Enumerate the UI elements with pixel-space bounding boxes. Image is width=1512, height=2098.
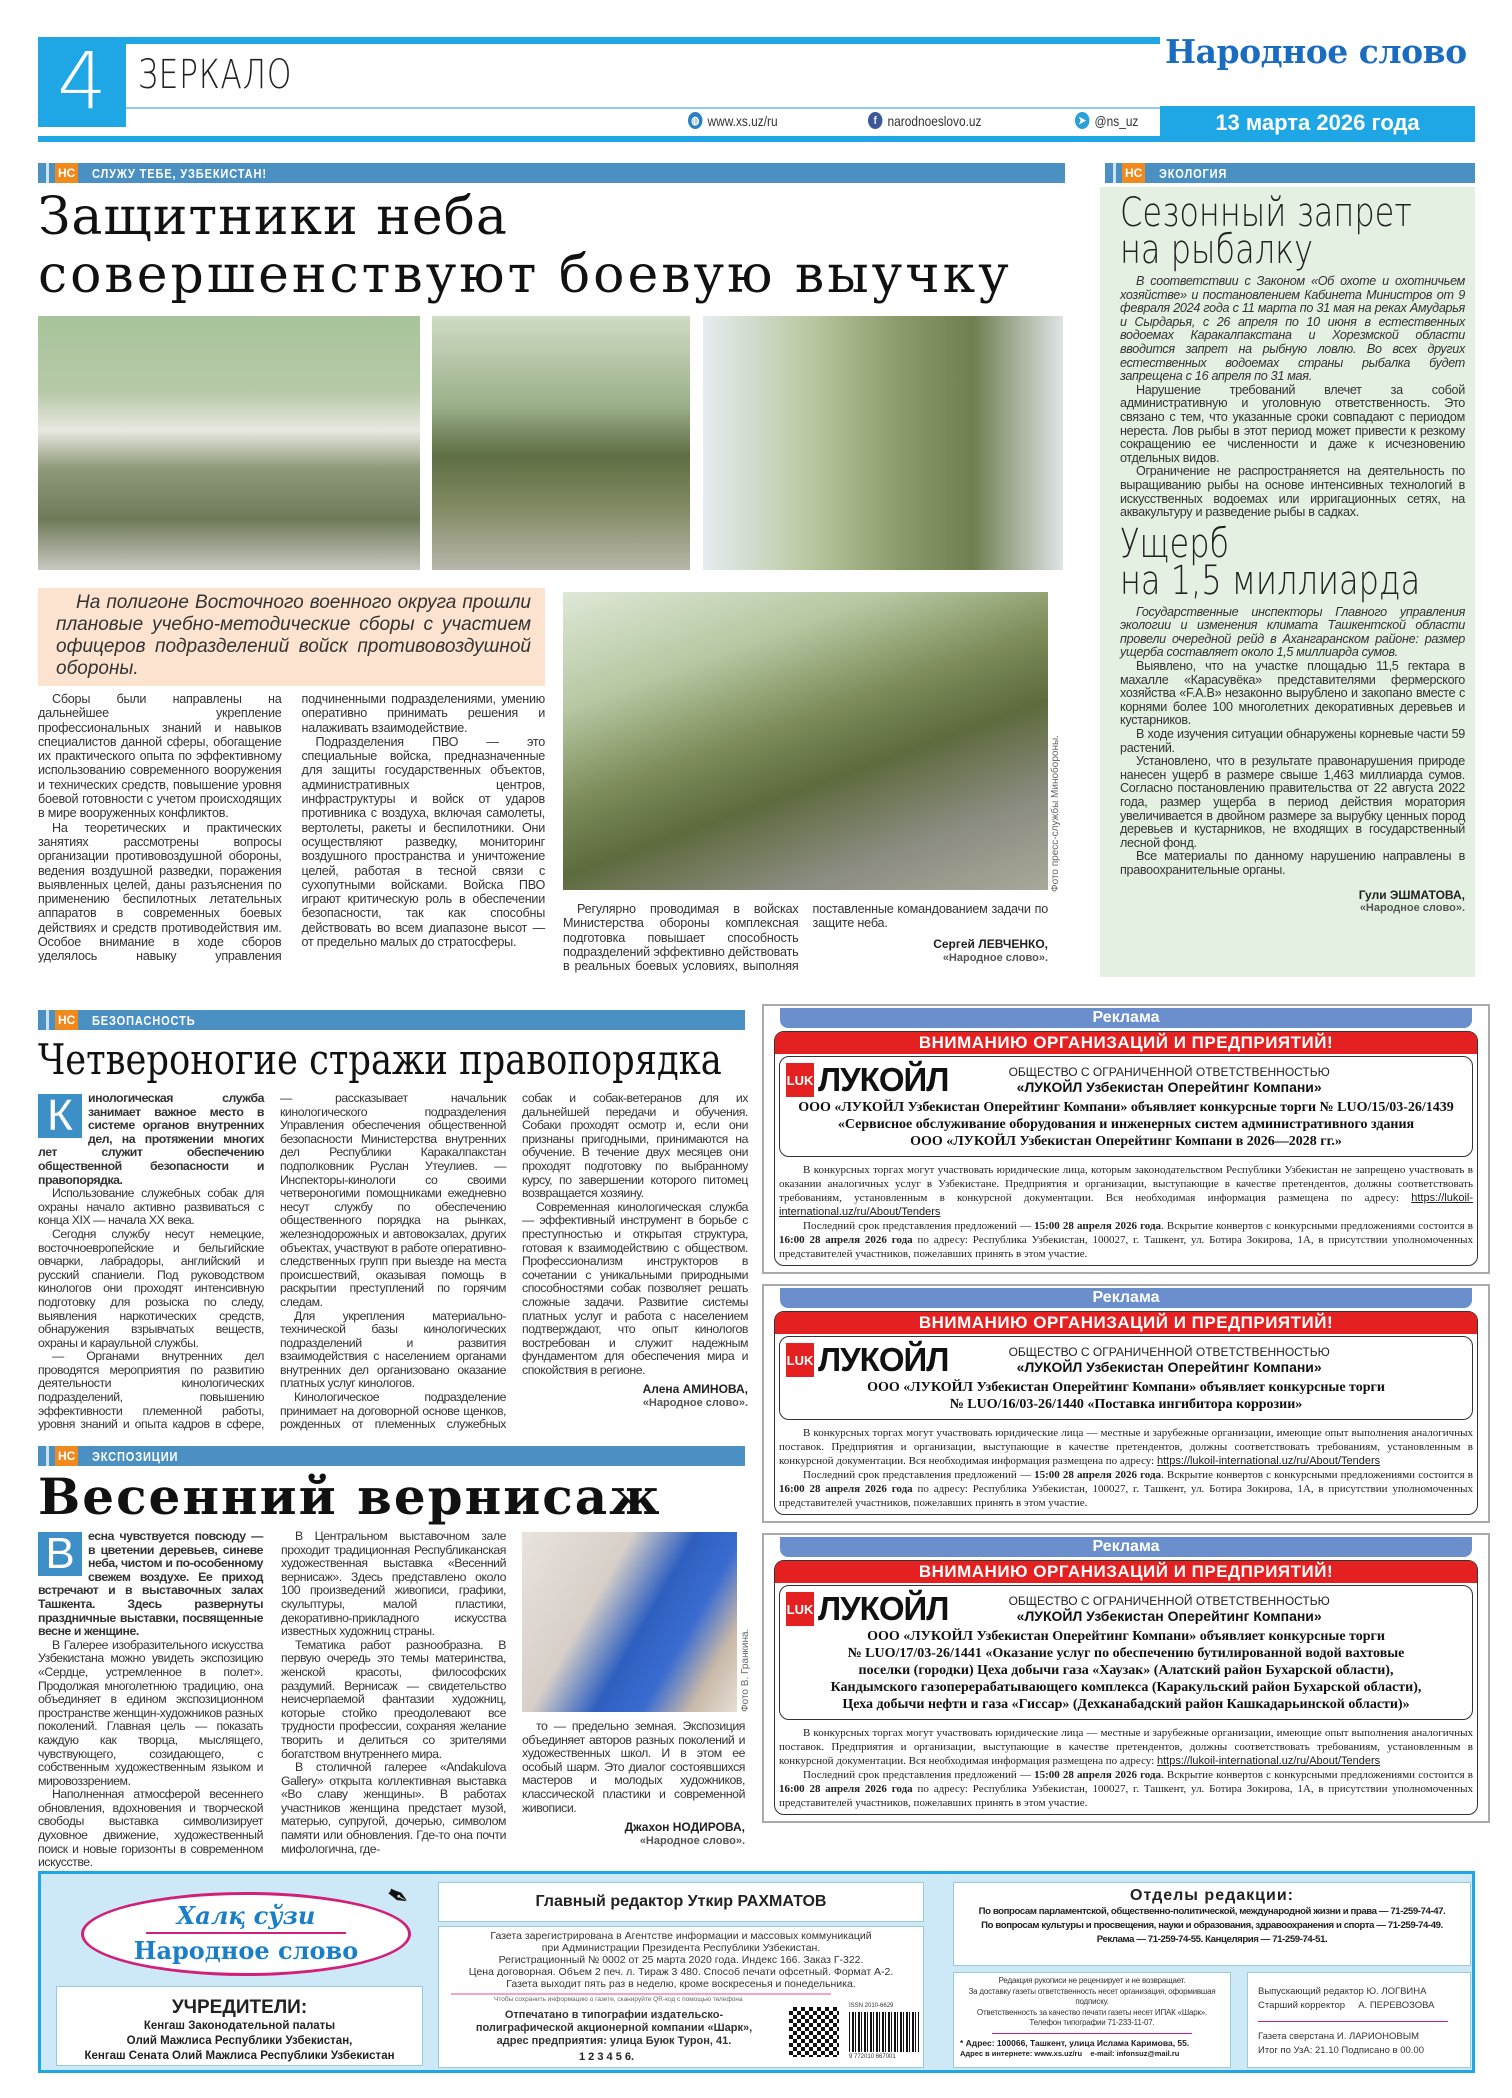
expo-headline: Весенний вернисаж — [38, 1467, 662, 1526]
divider — [1258, 2021, 1448, 2022]
brand-name: ЛУКОЙЛ — [818, 1061, 949, 1098]
photo-soldier-launcher — [432, 316, 690, 570]
qr-note: Чтобы сохранить информацию о газете, сканируйте QR-код с помощью телефона — [494, 1996, 743, 2003]
text: Последний срок представления предложений — — [803, 1469, 1035, 1481]
tender-title-line: Цеха добычи нефти и газа «Гиссар» (Дехканабадский район Кашкадарьинской области)» — [842, 1697, 1410, 1712]
founders-box — [56, 1986, 423, 2066]
text: по адресу: Республика Узбекистан, 100027, г. Ташкент, ул. Ботира Зокирова, 1А, в присутствии уполномоченных представителей участников, пожелавших принять в этом участие. — [779, 1234, 1473, 1260]
tenders-link[interactable]: https://lukoil-international.uz/ru/About/Tenders — [1156, 1455, 1381, 1467]
brand-name: ЛУКОЙЛ — [818, 1590, 949, 1627]
photo-credit: Фото В. Гранкина. — [740, 1628, 751, 1712]
text: по адресу: Республика Узбекистан, 100027, г. Ташкент, ул. Ботира Зокирова, 1А, в присутствии уполномоченных представителей участников, пожелавших принять в этом участие. — [779, 1783, 1473, 1809]
text: В конкурсных торгах могут участвовать юридические лица, которым законодательством Республики Узбекистан не запрещено участвовать в оказании аналогичных услуг в Узбекистане. Предприятия и организации, выступающие в качестве претендентов, должны соответствовать требованиям, установленным в конкурсной документации. Вся необходимая информация размещена по адресу: — [779, 1164, 1473, 1204]
text: В конкурсных торгах могут участвовать юридические лица — местные и зарубежные организации, имеющие опыт выполнения аналогичных поставок. Предприятия и организации, выступающие в качестве претендентов, должны соответствовать требованиям, установленным в конкурсной документации. Вся необходимая информация размещена по адресу: — [779, 1727, 1473, 1767]
section-label: СЛУЖУ ТЕБЕ, УЗБЕКИСТАН! — [92, 165, 268, 181]
ad-deadline — [775, 1768, 1477, 1810]
lukoil-tender-ad — [762, 1004, 1490, 1274]
text-line: Отпечатано в типографии издательско- — [504, 2009, 724, 2021]
ad-deadline — [775, 1468, 1477, 1510]
logo-ru: Народное слово — [133, 1936, 359, 1965]
founders-title: УЧРЕДИТЕЛИ: — [171, 1997, 308, 2018]
qr-code[interactable] — [789, 2007, 839, 2057]
text-line: По вопросам культуры и просвещения, науки и образования, здравоохранения и спорта — 71-259-74-49. — [981, 1920, 1443, 1931]
tender-title-line: поселки (городки) Цеха добычи газа «Хаузак» (Алатский район Бухарской области), — [858, 1663, 1394, 1678]
fishing-ban-headline: на рыбалку — [1120, 227, 1314, 273]
section-bar-army — [38, 163, 1065, 183]
ad-label: Реклама — [780, 1537, 1472, 1557]
paragraph: В Центральном выставочном зале проходит традиционная Республиканская художественная выставка «Весенний вернисаж». Здесь представлено около 100 произведений живописи, графики, скульптуры, малой пластики, декоративно-прикладного искусства известных художниц страны. — [281, 1529, 506, 1639]
registration-box — [438, 1926, 924, 2068]
text-line: Цена договорная. Объем 2 печ. л. Тираж 3 480. Способ печати офсетный. Формат А-2. — [468, 1966, 894, 1978]
staff-box — [1247, 1972, 1471, 2068]
text: Последний срок представления предложений — — [803, 1769, 1035, 1781]
website-link[interactable] — [688, 112, 778, 129]
issue-date: 13 марта 2026 года — [1160, 106, 1475, 139]
damage-body — [1120, 660, 1465, 878]
deadline: 15:00 28 апреля 2026 года — [1034, 1769, 1162, 1781]
label: Выпускающий редактор — [1258, 1986, 1364, 1997]
ad-eligibility — [775, 1426, 1477, 1468]
paragraph: Регулярно проводимая в войсках Министерства обороны комплексная подготовка повышает способность подразделений эффективно действовать в реальных боевых условиях, выполняя поставленные командованием задачи по защите неба. — [563, 902, 1048, 974]
security-headline: Четвероногие стражи правопорядка — [38, 1035, 722, 1084]
publication: «Народное слово». — [942, 951, 1048, 964]
author: Джахон НОДИРОВА, — [624, 1820, 745, 1835]
lukoil-tender-ad — [762, 1284, 1490, 1523]
expo-tail — [522, 1720, 745, 1815]
lukoil-mark-icon: LUK — [786, 1063, 814, 1097]
paragraph: Подразделения ПВО — это специальные войска, предназначенные для защиты государственных объектов, административных центров, инфраструктуры и войск от ударов противника с воздуха, включая самолеты, вертолеты, ракеты и беспилотники. Они осуществляют разведку, мониторинг воздушного пространства и уничтожение целей, работая в тесной связи с сухопутными войсками. Войска ПВО играют критическую роль в обеспечении безопасности, так как способны действовать во всем диапазоне высот — от предельно малых до стратосферы. — [301, 734, 545, 950]
lead-text: есна чувствуется повсюду — в цветении деревьев, синеве неба, чистом и по-особенному свежем воздухе. Ее приход встречают и в выставочных залах Ташкента. Здесь развернуты праздничные выставки, посвященные весне и женщине. — [38, 1529, 263, 1639]
tender-title-line: «Сервисное обслуживание оборудования и инженерных систем административного здания — [837, 1117, 1415, 1132]
founders-list — [57, 2019, 422, 2064]
army-body — [38, 692, 545, 964]
text-line: Газета выходит пять раз в неделю, кроме воскресенья и понедельника. — [506, 1978, 856, 1990]
lukoil-logo — [786, 1590, 948, 1628]
headline-line: совершенствуют боевую выучку — [38, 245, 1012, 305]
text-line: адрес предприятия: улица Буюк Турон, 41. — [496, 2035, 732, 2047]
barcode-number: 9 772010 667001 — [849, 2054, 896, 2060]
ad-frame — [774, 1560, 1478, 1815]
divider — [992, 2033, 1192, 2034]
lukoil-logo — [786, 1061, 948, 1099]
page-number: 4 — [38, 37, 126, 127]
deadline: 16:00 28 апреля 2026 года — [779, 1783, 913, 1795]
facebook-text: narodnoeslovo.uz — [887, 112, 982, 129]
section-bar-security — [38, 1010, 745, 1030]
tenders-link[interactable]: https://lukoil-international.uz/ru/About/Tenders — [1156, 1755, 1381, 1767]
ns-badge: НС — [55, 1446, 78, 1466]
paragraph: Сборы были направлены на дальнейшее укрепление профессиональных знаний и навыков специалистов данной сферы, обогащение их практического опыта по эффективному использованию современного вооружения и технических средств, повышение уровня боевой готовности с учетом происходящих в мире вооруженных конфликтов. — [38, 692, 282, 821]
publication: «Народное слово». — [639, 1834, 745, 1847]
deadline: 16:00 28 апреля 2026 года — [779, 1483, 913, 1495]
text-line: Регистрационный № 0002 от 25 марта 2020 года. Индекс 166. Заказ Г-322. — [498, 1954, 864, 1966]
paragraph: Нарушение требований влечет за собой административную и уголовную ответственность. Это связано с тем, что указанные сроки совпадают с периодом нереста. Лов рыбы в этот период может привести к резкому сокращению ее численности и даже к исчезновению отдельных видов. — [1120, 382, 1465, 465]
facebook-icon: f — [868, 112, 882, 129]
org-type: ОБЩЕСТВО С ОГРАНИЧЕННОЙ ОТВЕТСТВЕННОСТЬЮ — [1008, 1345, 1330, 1359]
editorial-notes — [954, 1976, 1230, 2029]
tender-title-line: Кандымского газоперерабатывающего комплекса (Каракульский район Бухарской области), — [830, 1680, 1422, 1695]
page-rubric: ЗЕРКАЛО — [138, 52, 293, 98]
label: Старший корректор — [1258, 2000, 1346, 2011]
lead-text: инологическая служба занимает важное место в системе органов внутренних дел, на протяжении многих лет служит обеспечению общественной безопасности и правопорядка. — [38, 1091, 264, 1187]
text-line: Кенгаш Сената Олий Мажлиса Республики Узбекистан — [84, 2050, 395, 2062]
org-name: «ЛУКОЙЛ Узбекистан Оперейтинг Компани» — [1016, 1608, 1322, 1624]
text-line: Кенгаш Законодательной палаты — [143, 2020, 336, 2032]
author: Гули ЭШМАТОВА, — [1358, 887, 1465, 902]
photo-soldier-rangefinder — [563, 592, 1048, 890]
tender-title-line: ООО «ЛУКОЙЛ Узбекистан Оперейтинг Компани» объявляет конкурсные торги — [867, 1380, 1385, 1395]
drop-cap: К — [38, 1094, 82, 1138]
org-type: ОБЩЕСТВО С ОГРАНИЧЕННОЙ ОТВЕТСТВЕННОСТЬЮ — [1008, 1594, 1330, 1608]
section-bar-ecology — [1105, 163, 1475, 183]
registration-text — [439, 1930, 923, 1990]
army-lead-box — [38, 588, 545, 686]
expo-body — [38, 1530, 506, 1870]
paragraph: В Галерее изобразительного искусства Узбекистана можно увидеть экспозицию «Сердце, устремленное в полет». Продолжая многолетнюю традицию, она объединяет в едином экспозиционном пространстве женщин-художников разных поколений. Главная цель — показать каждую как творца, мыслящего, чувствующего, созидающего, с собственным художественным языком и мировоззрением. — [38, 1637, 264, 1788]
org-name: «ЛУКОЙЛ Узбекистан Оперейтинг Компани» — [1016, 1079, 1322, 1095]
text-line: Реклама — 71-259-74-55. Канцелярия — 71-259-74-51. — [1096, 1934, 1328, 1945]
departments-title: Отделы редакции: — [1130, 1887, 1294, 1904]
photo-officers-binoculars — [38, 316, 420, 570]
ad-brand-row — [786, 1341, 1466, 1379]
damage-lead: Государственные инспекторы Главного управления экологии и изменения климата Ташкентской области провели очередной рейд в Ахангаранском районе: размер ущерба составляет около 1,5 миллиарда сумов. — [1120, 604, 1465, 660]
paragraph: Для укрепления материально-технической базы кинологических подразделений и развития взаимодействия с населением органами внутренних дел организовано оказание платных услуг кинологов. — [280, 1308, 506, 1391]
section-bar-expo — [38, 1446, 745, 1466]
photo-officers-desk — [703, 316, 1063, 570]
issn: ISSN 2010-6629 — [849, 2003, 894, 2009]
section-label: БЕЗОПАСНОСТЬ — [92, 1012, 196, 1028]
notes-box — [953, 1972, 1231, 2068]
tender-title-line: № LUO/17/03-26/1441 «Оказание услуг по обеспечению бутилированной водой вахтовые — [847, 1646, 1405, 1661]
ad-eligibility — [775, 1163, 1477, 1219]
photo-gallery-visitor — [522, 1532, 737, 1712]
ad-announcement — [779, 1056, 1473, 1157]
author: Алена АМИНОВА, — [642, 1382, 748, 1397]
layout-credit: Газета сверстана И. ЛАРИОНОВЫМ — [1258, 2031, 1420, 2042]
text-line: полиграфической акционерной компании «Шарк», — [475, 2022, 753, 2034]
deadline: 15:00 28 апреля 2026 года — [1034, 1469, 1162, 1481]
ns-badge: НС — [55, 1010, 78, 1030]
text-line: Олий Мажлиса Республики Узбекистан, — [126, 2035, 353, 2047]
ad-label: Реклама — [780, 1008, 1472, 1028]
ad-attention-banner: ВНИМАНИЮ ОРГАНИЗАЦИЙ И ПРЕДПРИЯТИЙ! — [775, 1561, 1477, 1583]
header-divider — [126, 107, 1160, 109]
logo-divider — [146, 1932, 346, 1934]
text: . Вскрытие конвертов с конкурсными предложениями состоится в — [1161, 1769, 1473, 1781]
tender-title-line: № LUO/16/03-26/1440 «Поставка ингибитора коррозии» — [949, 1397, 1303, 1412]
ad-brand-row — [786, 1590, 1466, 1628]
pen-nib-icon: ✒ — [379, 1877, 416, 1916]
army-closing — [563, 902, 1048, 973]
value: Ю. ЛОГВИНА — [1366, 1986, 1427, 1997]
text-line: По вопросам парламентской, общественно-политической, международной жизни и права — 71-259-74-47. — [978, 1906, 1446, 1917]
text-line: Ответственность за качество печати газеты несет ИПАК «Шарк». — [976, 2007, 1208, 2017]
paragraph: Кинологическое подразделение принимает на договорной основе щенков, рожденных от племенных служебных собак и собак-ветеранов для их дальнейшей передачи и обучения. Собаки проходят осмотр и, если они признаны пригодными, принимаются на обучение. В течение двух месяцев они проходят подготовку по выбранному курсу, по завершении которого питомец возвращается хозяину. — [280, 1091, 748, 1432]
lukoil-logo — [786, 1341, 948, 1379]
value: А. ПЕРЕВОЗОВА — [1358, 2000, 1435, 2011]
author: Сергей ЛЕВЧЕНКО, — [933, 936, 1048, 951]
telegram-icon: ➤ — [1075, 112, 1089, 129]
paragraph: Использование служебных собак для охраны начало активно развиваться с конца XIX — начала XX века. — [38, 1186, 264, 1228]
logo-uz: Халқ сўзи — [176, 1901, 316, 1930]
ad-announcement — [779, 1585, 1473, 1720]
paragraph: Наполненная атмосферой весеннего обновления, вдохновения и творческой свободы выставка символизирует духовное движение, художественный поиск и новые горизонты в современном искусстве. — [38, 1787, 263, 1870]
signed-time: Итог по УзА: 21.10 Подписано в 00.00 — [1258, 2045, 1424, 2056]
text: В конкурсных торгах могут участвовать юридические лица — местные и зарубежные организации, имеющие опыт выполнения аналогичных поставок. Предприятия и организации, выступающие в качестве претендентов, должны соответствовать требованиям, установленным в конкурсной документации. Вся необходимая информация размещена по адресу: — [779, 1427, 1473, 1467]
ns-badge: НС — [55, 163, 78, 183]
senior-corrector — [1258, 1999, 1470, 2013]
paragraph: Выявлено, что на участке площадью 11,5 гектара в махалле «Карасувёка» представителями фермерского хозяйства «F.A.B» незаконно вырублено и закопано вместе с корнями более 100 многолетних декоративных деревьев и кустарников. — [1120, 659, 1465, 728]
paragraph: то — предельно земная. Экспозиция объединяет авторов разных поколений и художественных школ. И в этом ее особый шарм. Это диалог состоявшихся мастеров и молодых художников, классической пластики и современной живописи. — [522, 1719, 745, 1815]
ad-frame — [774, 1031, 1478, 1266]
departments-box — [953, 1882, 1471, 1966]
ecology-byline — [1120, 888, 1465, 914]
lukoil-tender-ad — [762, 1533, 1490, 1823]
paragraph: В столичной галерее «Andakulova Gallery» открыта коллективная выставка «Во славу женщины». В работах участников женщина предстает музой, матерью, супругой, дочерью, символом памяти или обновления. Где-то она почти мифологична, где- — [281, 1760, 506, 1856]
expo-byline — [522, 1821, 745, 1848]
telegram-link[interactable] — [1075, 112, 1138, 129]
ad-frame — [774, 1311, 1478, 1515]
text-line: Газета зарегистрирована в Агентстве информации и массовых коммуникаций — [490, 1930, 872, 1942]
paragraph: Установлено, что в результате правонарушения природе нанесен ущерб в размере свыше 1,463 миллиарда сумов. Согласно постановлению правительства от 22 августа 2022 года, размер ущерба в период действия моратория увеличивается в двойном размере за вырубку ценных пород деревьев и кустарников, не входящих в государственный лесной фонд. — [1120, 754, 1465, 850]
photo-credit: Фото пресс-службы Минобороны. — [1050, 735, 1061, 892]
tenders-link[interactable]: https://lukoil-international.uz/ru/About/Tenders — [779, 1192, 1473, 1218]
text-line: Телефон типографии 71-233-11-07. — [1029, 2018, 1155, 2027]
lukoil-mark-icon: LUK — [786, 1343, 814, 1377]
army-byline — [813, 937, 1049, 966]
ns-badge: НС — [1122, 163, 1145, 183]
lukoil-mark-icon: LUK — [786, 1592, 814, 1626]
publication-days: 1 2 3 4 5 6. — [579, 2051, 635, 2063]
paragraph: На теоретических и практических занятиях рассмотрены вопросы организации противовоздушной обороны, ведения воздушной разведки, поражения выявленных целей, даны разъяснения по применению беспилотных летательных аппаратов в современных боевых действиях и средств противодействия им. Особое внимание в ходе сборов уделялось навыку управления подчиненными подразделениями, умению оперативно принимать решения и налаживать взаимодействие. — [38, 692, 545, 964]
damage-headline: на 1,5 миллиарда — [1120, 557, 1421, 604]
paragraph: В ходе изучения ситуации обнаружены корневые части 59 растений. — [1120, 727, 1465, 755]
footer-logo — [81, 1892, 411, 1976]
ad-label: Реклама — [780, 1288, 1472, 1308]
ad-brand-row — [786, 1061, 1466, 1099]
office-address: * Адрес: 100066, Ташкент, улица Ислама Каримова, 55. — [960, 2037, 1190, 2048]
website-text: www.xs.uz/ru — [707, 112, 778, 129]
text: . Вскрытие конвертов с конкурсными предложениями состоится в — [1161, 1469, 1473, 1481]
fishing-ban-lead: В соответствии с Законом «Об охоте и охотничьем хозяйстве» и постановлением Кабинета Министров от 9 февраля 2024 года с 11 марта по 31 мая на реках Амударья и Сырдарья, с 26 апреля по 10 июня в естественных водоемах Каракалпакстана и Хорезмской области вводится запрет на рыбную ловлю. Во всех других естественных водоемах страны рыбалка будет запрещена с 16 апреля по 31 мая. — [1120, 274, 1465, 384]
text: по адресу: Республика Узбекистан, 100027, г. Ташкент, ул. Ботира Зокирова, 1А, в присутствии уполномоченных представителей участников, пожелавших принять в этом участие. — [779, 1483, 1473, 1509]
issue-editor — [1258, 1985, 1470, 1999]
org-name: «ЛУКОЙЛ Узбекистан Оперейтинг Компани» — [1016, 1359, 1322, 1375]
publication: «Народное слово». — [1359, 901, 1465, 914]
text: Последний срок представления предложений — — [803, 1220, 1035, 1232]
paragraph: Ограничение не распространяется на деятельность по выращиванию рыбы на основе интенсивных технологий в искусственных водоемах или ирригационных сетях, на аквакультуру и разведение рыбы в садках. — [1120, 464, 1465, 520]
section-label: ЭКОЛОГИЯ — [1159, 165, 1228, 181]
tender-title-line: ООО «ЛУКОЙЛ Узбекистан Оперейтинг Компани» объявляет конкурсные торги — [867, 1629, 1385, 1644]
ad-attention-banner: ВНИМАНИЮ ОРГАНИЗАЦИЙ И ПРЕДПРИЯТИЙ! — [775, 1312, 1477, 1334]
ecology-panel — [1100, 187, 1475, 977]
security-byline — [522, 1383, 748, 1410]
barcode — [849, 2012, 919, 2052]
text-line: при Администрации Президента Республики Узбекистан. — [541, 1942, 821, 1954]
text-line: За доставку газеты ответственность несет организация, оформившая подписку. — [968, 1986, 1216, 2006]
paragraph: Тематика работ разнообразна. В первую очередь это темы материнства, женской красоты, философских раздумий. Вернисаж — свидетельство неисчерпаемой фантазии художниц, которые стойко преодолевают все трудности профессии, сохраняя желание творить и делиться со зрителями богатством внутреннего мира. — [281, 1637, 506, 1761]
fishing-ban-body — [1120, 384, 1465, 520]
org-type: ОБЩЕСТВО С ОГРАНИЧЕННОЙ ОТВЕТСТВЕННОСТЬЮ — [1008, 1065, 1330, 1079]
damage-headline: Ущерб — [1120, 520, 1230, 567]
globe-icon: ◍ — [688, 112, 702, 129]
ad-deadline — [775, 1219, 1477, 1261]
expo-tail-block — [522, 1720, 745, 1848]
fishing-ban-headline: Сезонный запрет — [1120, 190, 1412, 236]
header-top-rule — [38, 37, 1160, 44]
printer-info — [449, 2009, 779, 2048]
ad-announcement — [779, 1336, 1473, 1420]
section-label: ЭКСПОЗИЦИИ — [92, 1448, 179, 1464]
paragraph: Современная кинологическая служба — эффективный инструмент в борьбе с преступностью и открытая структура, готовая к взаимодействию с обществом. Профессионализм инструкторов в сочетании с уникальными природными способностями собак позволяет решать сложные задачи. Развитие системы платных услуг и работа с населением подтверждают, что опыт кинологов востребован и служит надежным фундаментом для обеспечения мира и спокойствия в регионе. — [522, 1199, 748, 1377]
headline-line: Защитники неба — [38, 187, 508, 247]
paragraph: Все материалы по данному нарушению направлены в правоохранительные органы. — [1120, 849, 1465, 877]
facebook-link[interactable] — [868, 112, 982, 129]
departments-list — [954, 1905, 1470, 1947]
text: . Вскрытие конвертов с конкурсными предложениями состоится в — [1161, 1220, 1473, 1232]
paragraph: Сегодня службу несут немецкие, восточноевропейские и бельгийские овчарки, лабрадоры, английский и русский спаниели. Под руководством кинологов они проходят интенсивную подготовку для розыска по следу, выявления наркотических средств, обнаружения взрывчатых веществ, охраны и караульной службы. — [38, 1226, 264, 1350]
footer-imprint — [38, 1871, 1475, 2073]
ads-column — [762, 1004, 1490, 1823]
brand-name: ЛУКОЙЛ — [818, 1341, 949, 1378]
header-bottom-bar — [38, 136, 1475, 142]
tender-title-line: ООО «ЛУКОЙЛ Узбекистан Оперейтинг Компани» объявляет конкурсные торги № LUO/15/03-26/1439 — [798, 1100, 1454, 1115]
publication: «Народное слово». — [642, 1397, 748, 1410]
security-body — [38, 1092, 748, 1432]
web-email[interactable]: Адрес в интернете: www.xs.uz/ru e-mail: infonsuz@mail.ru — [960, 2048, 1180, 2058]
army-headline — [38, 188, 1012, 304]
chief-editor: Главный редактор Уткир РАХМАТОВ — [438, 1882, 924, 1922]
telegram-text: @ns_uz — [1094, 112, 1139, 129]
paragraph: — Органами внутренних дел проводятся мероприятия по развитию деятельности кинологических подразделений, повышению эффективности племенной работы, уровня знаний и опыта кадров в сфере, — рассказывает начальник кинологического подразделения Управления обеспечения общественной безопасности Министерства внутренних дел Республики Каракалпакстан подполковник Руслан Утеулиев. — Инспекторы-кинологи со своими четвероногими помощниками ежедневно несут службу по обеспечению общественного порядка на рынках, железнодорожных и автовокзалах, других объектах, участвуют в работе оперативно-следственных групп при выезде на места происшествий, оказывая помощь в раскрытии преступлений по горячим следам. — [38, 1091, 506, 1432]
lead-text: На полигоне Восточного военного округа прошли плановые учебно-методические сборы с участием офицеров подразделений войск противовоздушной обороны. — [38, 588, 545, 686]
ad-eligibility — [775, 1726, 1477, 1768]
text-line: Редакция рукописи не рецензирует и не возвращает. — [998, 1976, 1186, 1985]
tender-title-line: ООО «ЛУКОЙЛ Узбекистан Оперейтинг Компани в 2026—2028 гг.» — [910, 1134, 1342, 1149]
deadline: 16:00 28 апреля 2026 года — [779, 1234, 913, 1246]
ad-attention-banner: ВНИМАНИЮ ОРГАНИЗАЦИЙ И ПРЕДПРИЯТИЙ! — [775, 1032, 1477, 1054]
newspaper-logo[interactable]: Народное слово — [1165, 32, 1467, 71]
drop-cap: В — [38, 1532, 82, 1576]
deadline: 15:00 28 апреля 2026 года — [1034, 1220, 1162, 1232]
